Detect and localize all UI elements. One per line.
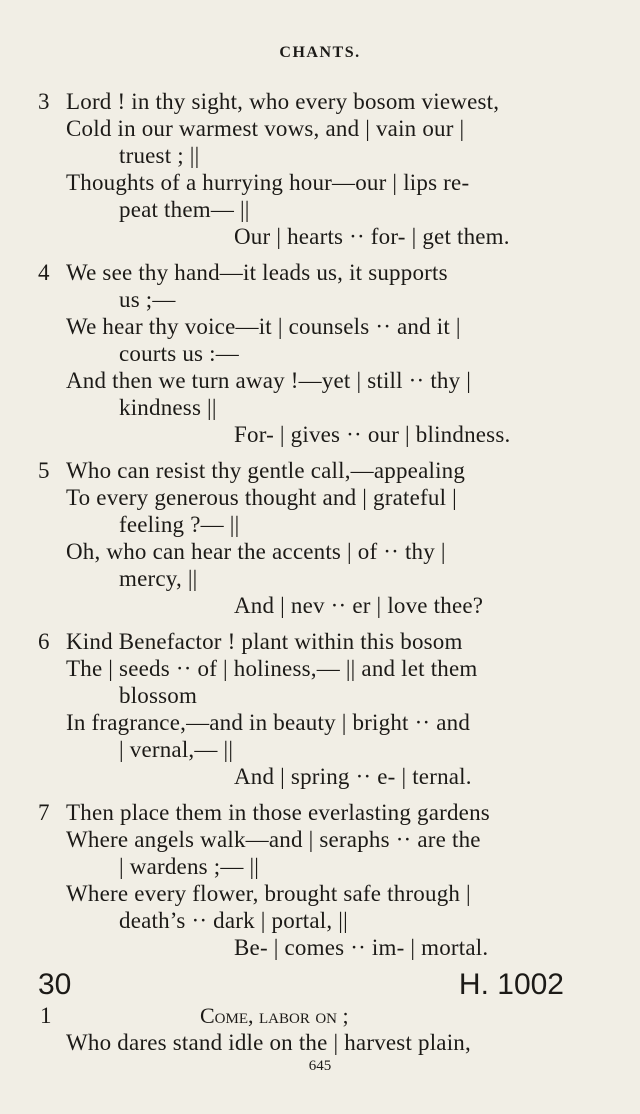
hymn-number: 30 [38,968,72,1001]
hymn-second-line: Who dares stand idle on the | harvest plain, [66,1030,471,1055]
stanza-line: Our | hearts ·· for- | get them. [234,224,510,249]
stanza-line: death’s ·· dark | portal, || [119,908,348,933]
stanza-line: The | seeds ·· of | holiness,— || and let them [66,656,478,681]
stanza-line: us ;— [119,287,176,312]
stanza-number: 5 [38,458,50,483]
stanza-line: truest ; || [119,143,200,168]
hymn-reference: H. 1002 [458,968,564,1001]
stanza-line: blossom [119,683,198,708]
stanza-line: And then we turn away !—yet | still ·· thy | [66,368,472,393]
stanza-line: Cold in our warmest vows, and | vain our | [66,116,465,141]
stanza-line: To every generous thought and | grateful | [66,485,457,510]
stanza-line: Lord ! in thy sight, who every bosom viewest, [66,89,500,114]
stanza-line: Where every flower, brought safe through | [66,881,471,906]
stanza-number: 6 [38,629,50,654]
stanza-line: Kind Benefactor ! plant within this bosom [66,629,463,654]
stanza-line: Thoughts of a hurrying hour—our | lips re- [66,170,470,195]
stanza-line: Then place them in those everlasting gardens [66,800,490,825]
stanza-line: We see thy hand—it leads us, it supports [66,260,448,285]
stanza-line: | vernal,— || [119,737,234,762]
hymn-first-line: Come, labor on ; [200,1003,349,1028]
stanza-line: Who can resist thy gentle call,—appealing [66,458,466,483]
stanza-line: And | nev ·· er | love thee? [234,593,484,618]
stanza-number: 7 [38,800,50,825]
stanza-number: 3 [38,89,50,114]
stanza-number: 4 [38,260,50,285]
stanza-line: | wardens ;— || [119,854,260,879]
stanza-line: In fragrance,—and in beauty | bright ·· and [66,710,471,735]
stanza-line: Where angels walk—and | seraphs ·· are the [66,827,481,852]
stanza-line: Be- | comes ·· im- | mortal. [234,935,489,960]
stanza-line: We hear thy voice—it | counsels ·· and it | [66,314,461,339]
stanza-line: mercy, || [119,566,198,591]
stanza-line: And | spring ·· e- | ternal. [234,764,472,789]
stanza-line: Oh, who can hear the accents | of ·· thy | [66,539,446,564]
stanza-line: feeling ?— || [119,512,240,537]
stanza-line: kindness || [119,395,217,420]
page-header: CHANTS. [279,44,361,61]
stanza-line: courts us :— [119,341,239,366]
page-number: 645 [308,1058,332,1074]
stanza-line: For- | gives ·· our | blindness. [234,422,511,447]
stanza-line: peat them— || [119,197,250,222]
verse-number: 1 [40,1003,52,1028]
